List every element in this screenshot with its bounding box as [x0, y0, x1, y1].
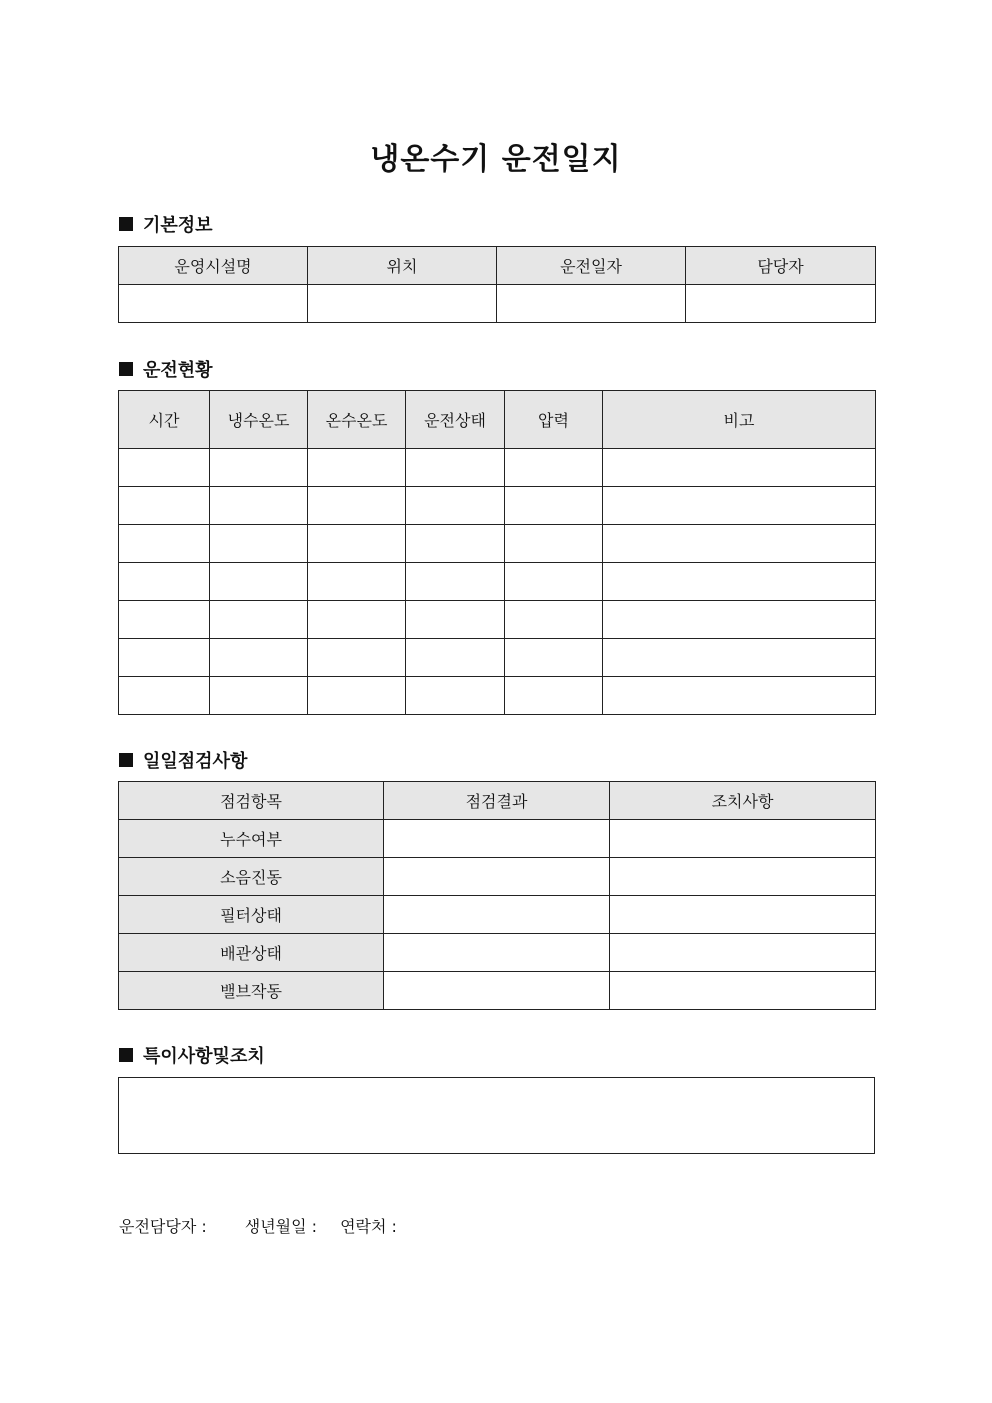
ops-header-operation-state: 운전상태: [406, 391, 505, 449]
operation-state-cell[interactable]: [406, 525, 505, 563]
daily-header-result: 점검결과: [384, 782, 610, 820]
hot-water-temp-cell[interactable]: [308, 563, 406, 601]
ops-header-time: 시간: [119, 391, 210, 449]
cold-water-temp-cell[interactable]: [210, 677, 308, 715]
basic-header-date: 운전일자: [497, 247, 686, 285]
pressure-cell[interactable]: [505, 449, 603, 487]
operation-state-cell[interactable]: [406, 449, 505, 487]
time-cell[interactable]: [119, 563, 210, 601]
table-row: [119, 896, 876, 934]
remarks-cell[interactable]: [603, 525, 876, 563]
ops-header-hot-water-temp: 온수온도: [308, 391, 406, 449]
cold-water-temp-cell[interactable]: [210, 449, 308, 487]
cold-water-temp-cell[interactable]: [210, 563, 308, 601]
inspection-action-cell[interactable]: [610, 858, 876, 896]
operator-label: 운전담당자 :: [119, 1217, 207, 1236]
signature-line: [119, 1214, 397, 1237]
section-heading-daily-label: 일일점검사항: [143, 751, 248, 772]
section-heading-basic-label: 기본정보: [143, 215, 213, 236]
remarks-cell[interactable]: [603, 639, 876, 677]
operation-state-cell[interactable]: [406, 639, 505, 677]
inspection-action-cell[interactable]: [610, 934, 876, 972]
operation-state-cell[interactable]: [406, 677, 505, 715]
operation-date-field[interactable]: [497, 285, 686, 323]
table-row: [119, 972, 876, 1010]
remarks-cell[interactable]: [603, 677, 876, 715]
operation-state-cell[interactable]: [406, 563, 505, 601]
time-cell[interactable]: [119, 487, 210, 525]
time-cell[interactable]: [119, 639, 210, 677]
operation-status-table: [118, 390, 876, 715]
table-row: [119, 449, 876, 487]
location-field[interactable]: [308, 285, 497, 323]
table-row: [119, 677, 876, 715]
remarks-cell[interactable]: [603, 449, 876, 487]
operation-state-cell[interactable]: [406, 601, 505, 639]
inspection-item-valve: 밸브작동: [119, 972, 384, 1010]
hot-water-temp-cell[interactable]: [308, 525, 406, 563]
inspection-action-cell[interactable]: [610, 820, 876, 858]
pressure-cell[interactable]: [505, 677, 603, 715]
hot-water-temp-cell[interactable]: [308, 487, 406, 525]
inspection-item-filter: 필터상태: [119, 896, 384, 934]
table-row: [119, 934, 876, 972]
time-cell[interactable]: [119, 677, 210, 715]
time-cell[interactable]: [119, 601, 210, 639]
hot-water-temp-cell[interactable]: [308, 449, 406, 487]
table-row: [119, 563, 876, 601]
inspection-item-noise-vibration: 소음진동: [119, 858, 384, 896]
inspection-action-cell[interactable]: [610, 896, 876, 934]
ops-header-pressure: 압력: [505, 391, 603, 449]
daily-inspection-table: [118, 781, 876, 1010]
table-row: [119, 639, 876, 677]
basic-header-manager: 담당자: [686, 247, 876, 285]
pressure-cell[interactable]: [505, 639, 603, 677]
time-cell[interactable]: [119, 525, 210, 563]
inspection-item-leak: 누수여부: [119, 820, 384, 858]
basic-info-table: [118, 246, 876, 323]
basic-header-location: 위치: [308, 247, 497, 285]
section-heading-notes: [119, 1043, 265, 1067]
cold-water-temp-cell[interactable]: [210, 639, 308, 677]
daily-header-action: 조치사항: [610, 782, 876, 820]
cold-water-temp-cell[interactable]: [210, 601, 308, 639]
remarks-cell[interactable]: [603, 601, 876, 639]
ops-header-remarks: 비고: [603, 391, 876, 449]
basic-header-facility: 운영시설명: [119, 247, 308, 285]
pressure-cell[interactable]: [505, 601, 603, 639]
pressure-cell[interactable]: [505, 525, 603, 563]
section-heading-daily: [119, 748, 247, 772]
daily-header-item: 점검항목: [119, 782, 384, 820]
table-row: [119, 525, 876, 563]
inspection-result-cell[interactable]: [384, 858, 610, 896]
square-bullet-icon: [119, 753, 133, 767]
notes-field[interactable]: [118, 1077, 875, 1154]
page-title: 냉온수기 운전일지: [370, 142, 622, 177]
remarks-cell[interactable]: [603, 563, 876, 601]
table-row: [119, 601, 876, 639]
inspection-result-cell[interactable]: [384, 934, 610, 972]
daily-header-row: [119, 782, 876, 820]
inspection-result-cell[interactable]: [384, 896, 610, 934]
operation-header-row: [119, 391, 876, 449]
contact-label: 연락처 :: [340, 1217, 397, 1236]
cold-water-temp-cell[interactable]: [210, 525, 308, 563]
facility-name-field[interactable]: [119, 285, 308, 323]
section-heading-basic: [119, 212, 213, 236]
time-cell[interactable]: [119, 449, 210, 487]
basic-info-header-row: [119, 247, 876, 285]
section-heading-operation: [119, 357, 213, 381]
table-row: [119, 858, 876, 896]
section-heading-operation-label: 운전현황: [143, 360, 213, 381]
basic-info-input-row: [119, 285, 876, 323]
operation-state-cell[interactable]: [406, 487, 505, 525]
birthdate-label: 생년월일 :: [244, 1217, 318, 1236]
inspection-item-piping: 배관상태: [119, 934, 384, 972]
pressure-cell[interactable]: [505, 563, 603, 601]
remarks-cell[interactable]: [603, 487, 876, 525]
inspection-action-cell[interactable]: [610, 972, 876, 1010]
inspection-result-cell[interactable]: [384, 820, 610, 858]
section-heading-notes-label: 특이사항및조치: [143, 1046, 265, 1067]
ops-header-cold-water-temp: 냉수온도: [210, 391, 308, 449]
inspection-result-cell[interactable]: [384, 972, 610, 1010]
square-bullet-icon: [119, 362, 133, 376]
square-bullet-icon: [119, 217, 133, 231]
cold-water-temp-cell[interactable]: [210, 487, 308, 525]
manager-field[interactable]: [686, 285, 876, 323]
hot-water-temp-cell[interactable]: [308, 639, 406, 677]
table-row: [119, 487, 876, 525]
table-row: [119, 820, 876, 858]
pressure-cell[interactable]: [505, 487, 603, 525]
hot-water-temp-cell[interactable]: [308, 677, 406, 715]
hot-water-temp-cell[interactable]: [308, 601, 406, 639]
square-bullet-icon: [119, 1048, 133, 1062]
